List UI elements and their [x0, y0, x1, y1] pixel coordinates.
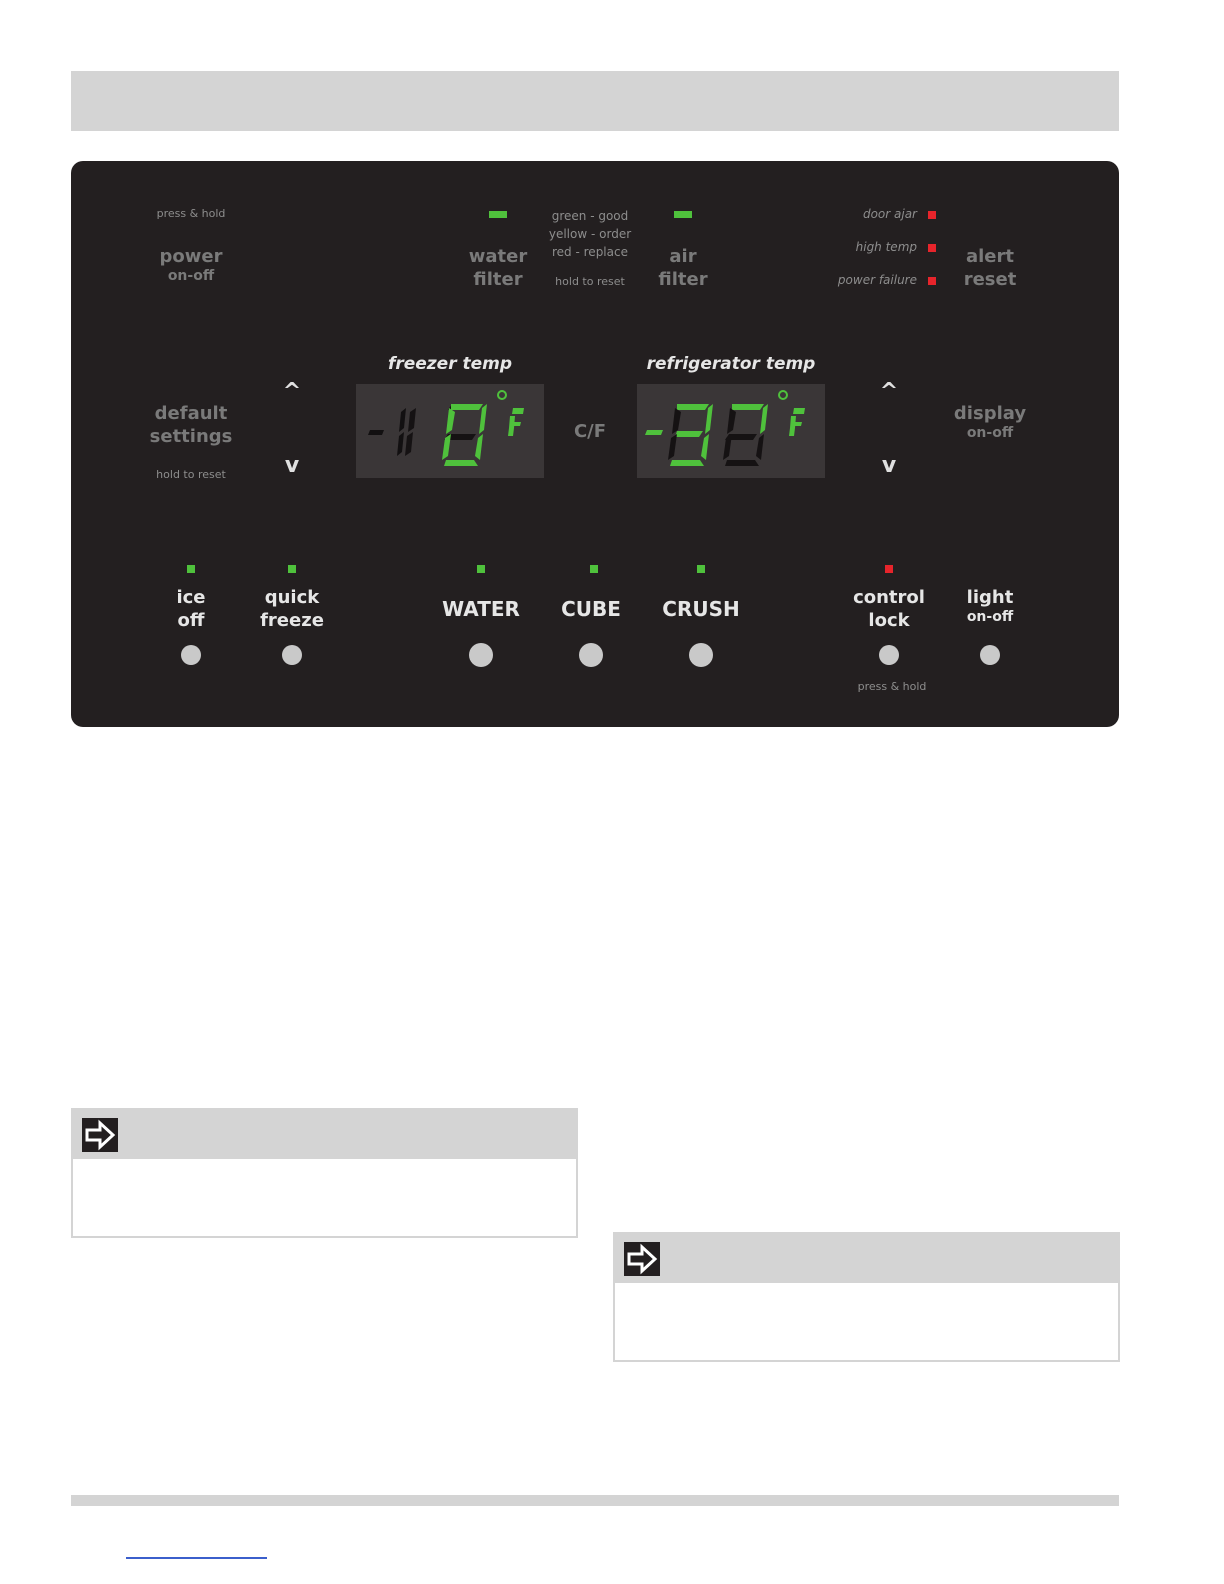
alert-reset-button[interactable]: [964, 245, 1017, 291]
display-label: display: [953, 403, 1027, 424]
air-filter-line2: filter: [658, 269, 708, 290]
filter-legend: [549, 207, 631, 261]
alert-reset-line2: reset: [963, 269, 1017, 290]
quick-freeze-led: [288, 565, 296, 573]
refrigerator-display: [637, 384, 825, 478]
freezer-down-arrow-icon[interactable]: v: [284, 453, 300, 478]
footer-bar: [71, 1495, 1119, 1506]
control-lock-label: [853, 586, 925, 632]
ice-off-line2: off: [177, 610, 205, 631]
light-label: [967, 586, 1014, 625]
alert-door-ajar-label: door ajar: [862, 207, 917, 221]
refrigerator-temp-title: refrigerator temp: [646, 354, 816, 374]
water-filter-led: [489, 211, 507, 218]
freezer-display: [356, 384, 544, 478]
note-box-left: [71, 1108, 578, 1238]
light-line1: light: [966, 587, 1014, 608]
header-bar: [71, 71, 1119, 131]
water-filter-line1: water: [468, 246, 528, 267]
light-button[interactable]: [980, 645, 1000, 665]
power-hint: press & hold: [156, 207, 226, 220]
ice-off-led: [187, 565, 195, 573]
power-label: power: [159, 246, 223, 267]
crush-button[interactable]: [689, 643, 713, 667]
air-filter-led: [674, 211, 692, 218]
cube-label: CUBE: [561, 597, 621, 621]
air-filter-button[interactable]: [658, 245, 707, 291]
display-sub-label: on-off: [966, 425, 1014, 441]
quick-freeze-label: [260, 586, 324, 632]
default-settings-hint: hold to reset: [156, 468, 226, 481]
freezer-up-arrow-icon[interactable]: ^: [282, 379, 302, 404]
door-ajar-led: [928, 211, 936, 219]
water-led: [477, 565, 485, 573]
note-header: [73, 1110, 576, 1159]
cube-led: [590, 565, 598, 573]
control-lock-line2: lock: [868, 610, 910, 631]
alert-power-failure-label: power failure: [837, 273, 917, 287]
right-arrow-icon: [624, 1242, 660, 1276]
ice-off-button[interactable]: [181, 645, 201, 665]
water-filter-line2: filter: [473, 269, 523, 290]
control-lock-button[interactable]: [879, 645, 899, 665]
power-failure-led: [928, 277, 936, 285]
display-button[interactable]: [954, 402, 1026, 441]
control-lock-line1: control: [853, 587, 925, 608]
note-box-right: [613, 1232, 1120, 1362]
power-button[interactable]: [160, 245, 223, 284]
control-lock-hint: press & hold: [857, 680, 927, 693]
freezer-seven-segment: [356, 384, 544, 478]
footer-link[interactable]: [126, 1557, 267, 1559]
ice-off-line1: ice: [176, 587, 206, 608]
legend-order: yellow - order: [548, 227, 632, 241]
cube-button[interactable]: [579, 643, 603, 667]
default-settings-line2: settings: [149, 426, 233, 447]
cf-toggle-button[interactable]: C/F: [573, 421, 607, 442]
quick-freeze-button[interactable]: [282, 645, 302, 665]
note-header: [615, 1234, 1118, 1283]
alert-reset-line1: alert: [965, 246, 1014, 267]
refrigerator-down-arrow-icon[interactable]: v: [881, 453, 897, 478]
quick-freeze-line1: quick: [264, 587, 320, 608]
power-sub-label: on-off: [167, 268, 215, 284]
water-filter-button[interactable]: [469, 245, 527, 291]
legend-good: green - good: [551, 209, 629, 223]
control-panel: [71, 161, 1119, 727]
default-settings-line1: default: [154, 403, 228, 424]
crush-led: [697, 565, 705, 573]
default-settings-button[interactable]: [150, 402, 233, 448]
light-sub-label: on-off: [966, 609, 1014, 625]
quick-freeze-line2: freeze: [260, 610, 324, 631]
refrigerator-up-arrow-icon[interactable]: ^: [879, 379, 899, 404]
high-temp-led: [928, 244, 936, 252]
alert-high-temp-label: high temp: [855, 240, 917, 254]
crush-label: CRUSH: [662, 597, 740, 621]
water-button[interactable]: [469, 643, 493, 667]
refrigerator-seven-segment: [637, 384, 825, 478]
legend-replace: red - replace: [552, 245, 628, 259]
air-filter-line1: air: [669, 246, 697, 267]
ice-off-label: [176, 586, 205, 632]
right-arrow-icon: [82, 1118, 118, 1152]
water-label: WATER: [442, 597, 520, 621]
freezer-temp-title: freezer temp: [387, 354, 513, 374]
filter-reset-hint: hold to reset: [555, 275, 625, 288]
control-lock-led: [885, 565, 893, 573]
